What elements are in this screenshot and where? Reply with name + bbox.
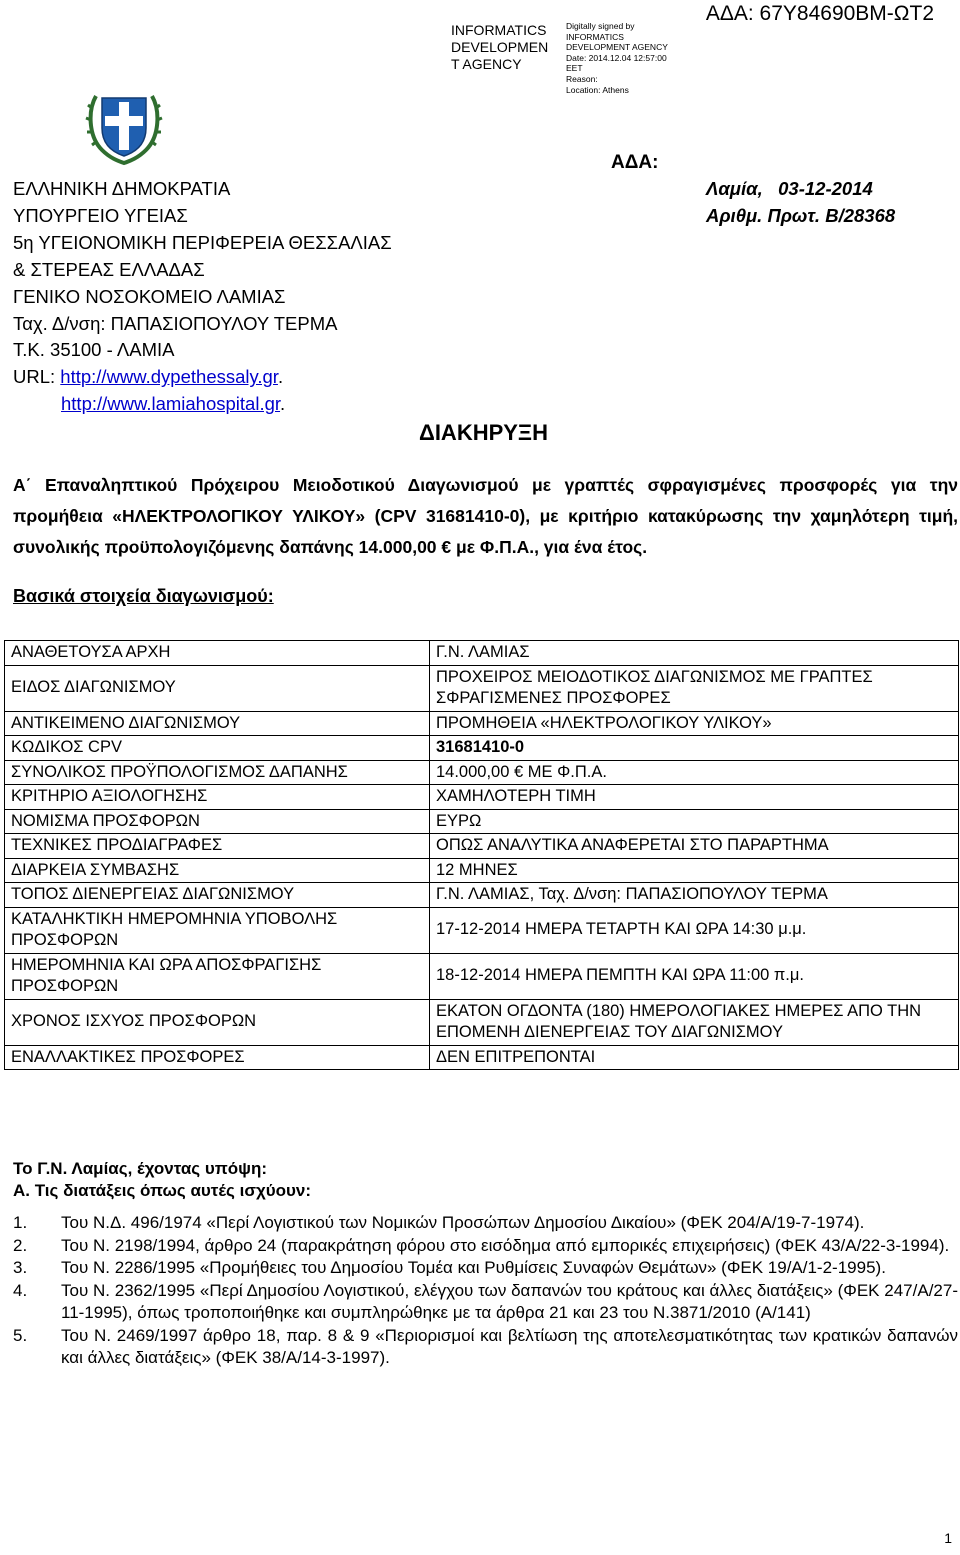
table-value-cell: ΠΡΟΧΕΙΡΟΣ ΜΕΙΟΔΟΤΙΚΟΣ ΔΙΑΓΩΝΙΣΜΟΣ ΜΕ ΓΡΑΠΤΕΣ ΣΦΡΑΓΙΣΜΕΝΕΣ ΠΡΟΣΦΟΡΕΣ (430, 665, 959, 711)
table-key-cell: ΚΡΙΤΗΡΙΟ ΑΞΙΟΛΟΓΗΣΗΣ (5, 785, 430, 810)
url-line-2: http://www.lamiahospital.gr. (61, 393, 286, 415)
ada-code: ΑΔΑ: 67Υ84690ΒΜ-ΩΤ2 (705, 2, 934, 25)
table-row (5, 711, 959, 736)
table-row (5, 736, 959, 761)
region-line: 5η ΥΓΕΙΟΝΟΜΙΚΗ ΠΕΡΙΦΕΡΕΙΑ ΘΕΣΣΑΛΙΑΣ (13, 231, 392, 253)
table-row (5, 834, 959, 859)
list-item-text: Του Ν. 2362/1995 «Περί Δημοσίου Λογιστικού, ελέγχου των δαπανών του κράτους και άλλες διατάξεις» (ΦΕΚ 247/Α/27-11-1995), όπως τροποποιήθηκε και συμπληρώθηκε με τα άρθρα 21 και 23 του Ν.3871/2010 (Α/141) (61, 1280, 958, 1322)
tender-info-table (4, 640, 959, 1070)
table-key-cell: ΕΝΑΛΛΑΚΤΙΚΕΣ ΠΡΟΣΦΟΡΕΣ (5, 1045, 430, 1070)
table-value-cell: ΧΑΜΗΛΟΤΕΡΗ ΤΙΜΗ (430, 785, 959, 810)
table-key-cell: ΕΙΔΟΣ ΔΙΑΓΩΝΙΣΜΟΥ (5, 665, 430, 711)
table-key-cell: ΝΟΜΙΣΜΑ ΠΡΟΣΦΟΡΩΝ (5, 809, 430, 834)
table-key-cell: ΣΥΝΟΛΙΚΟΣ ΠΡΟΫΠΟΛΟΓΙΣΜΟΣ ΔΑΠΑΝΗΣ (5, 760, 430, 785)
table-key-cell: ΚΑΤΑΛΗΚΤΙΚΗ ΗΜΕΡΟΜΗΝΙΑ ΥΠΟΒΟΛΗΣ ΠΡΟΣΦΟΡΩΝ (5, 907, 430, 953)
greek-emblem-icon (82, 88, 166, 166)
table-value-cell: ΕΚΑΤΟΝ ΟΓΔΟΝΤΑ (180) ΗΜΕΡΟΛΟΓΙΑΚΕΣ ΗΜΕΡΕΣ ΑΠΟ ΤΗΝ ΕΠΟΜΕΝΗ ΔΙΕΝΕΡΓΕΙΑΣ ΤΟΥ ΔΙΑΓΩΝΙΣΜΟΥ (430, 999, 959, 1045)
list-item (13, 1325, 958, 1370)
list-item-number: 1. (13, 1213, 28, 1232)
table-row (5, 1045, 959, 1070)
table-key-cell: ΧΡΟΝΟΣ ΙΣΧΥΟΣ ΠΡΟΣΦΟΡΩΝ (5, 999, 430, 1045)
basics-heading: Βασικά στοιχεία διαγωνισμού: (13, 586, 274, 606)
table-row (5, 883, 959, 908)
list-item-number: 5. (13, 1325, 28, 1345)
table-key-cell: ΔΙΑΡΚΕΙΑ ΣΥΜΒΑΣΗΣ (5, 858, 430, 883)
intro-paragraph: Α΄ Επαναληπτικού Πρόχειρου Μειοδοτικού Διαγωνισμού με γραπτές σφραγισμένες προσφορές για την προμήθεια «ΗΛΕΚΤΡΟΛΟΓΙΚΟΥ ΥΛΙΚΟΥ» (CPV 31681410-0), με κριτήριο κατακύρωσης την χαμηλότερη τιμή, συνολικής προϋπολογιζόμενης δαπάνης 14.000,00 € με Φ.Π.Α., για ένα έτος. (13, 475, 958, 557)
hospital-line: ΓΕΝΙΚΟ ΝΟΣΟΚΟΜΕΙΟ ΛΑΜΙΑΣ (13, 285, 286, 307)
table-row (5, 641, 959, 666)
list-item-number: 2. (13, 1235, 28, 1255)
list-item-number: 4. (13, 1280, 28, 1300)
list-item-text: Του Ν. 2198/1994, άρθρο 24 (παρακράτηση φόρου στο εισόδημα από εμπορικές επιχειρήσεις) (ΦΕΚ 43/Α/22-3-1994). (61, 1235, 950, 1255)
table-key-cell: ΤΟΠΟΣ ΔΙΕΝΕΡΓΕΙΑΣ ΔΙΑΓΩΝΙΣΜΟΥ (5, 883, 430, 908)
list-item-number: 3. (13, 1258, 28, 1277)
provisions-heading: Α. Τις διατάξεις όπως αυτές ισχύουν: (13, 1181, 312, 1200)
table-row (5, 785, 959, 810)
url-line: URL: http://www.dypethessaly.gr. (13, 366, 284, 388)
url-link-dypethessaly[interactable]: http://www.dypethessaly.gr (60, 366, 278, 388)
table-key-cell: ΑΝΤΙΚΕΙΜΕΝΟ ΔΙΑΓΩΝΙΣΜΟΥ (5, 711, 430, 736)
table-value-cell: 18-12-2014 ΗΜΕΡΑ ΠΕΜΠΤΗ ΚΑΙ ΩΡΑ 11:00 π.μ. (430, 953, 959, 999)
table-key-cell: ΤΕΧΝΙΚΕΣ ΠΡΟΔΙΑΓΡΑΦΕΣ (5, 834, 430, 859)
country-line: ΕΛΛΗΝΙΚΗ ΔΗΜΟΚΡΑΤΙΑ (13, 178, 231, 199)
table-row (5, 999, 959, 1045)
table-value-cell: 17-12-2014 ΗΜΕΡΑ ΤΕΤΑΡΤΗ ΚΑΙ ΩΡΑ 14:30 μ.μ. (430, 907, 959, 953)
considering-line: Το Γ.Ν. Λαμίας, έχοντας υπόψη: (13, 1159, 268, 1178)
ministry-line: ΥΠΟΥΡΓΕΙΟ ΥΓΕΙΑΣ (13, 204, 188, 226)
table-key-cell: ΗΜΕΡΟΜΗΝΙΑ ΚΑΙ ΩΡΑ ΑΠΟΣΦΡΑΓΙΣΗΣ ΠΡΟΣΦΟΡΩΝ (5, 953, 430, 999)
sender-header (13, 176, 392, 418)
postcode-line: Τ.Κ. 35100 - ΛΑΜΙΑ (13, 339, 175, 361)
table-row (5, 760, 959, 785)
list-item-text: Του Ν. 2286/1995 «Προμήθειες του Δημοσίου Τομέα και Ρυθμίσεις Συναφών Θεμάτων» (ΦΕΚ 19/Α/1-2-1995). (61, 1258, 886, 1277)
address-line: Ταχ. Δ/νση: ΠΑΠΑΣΙΟΠΟΥΛΟΥ ΤΕΡΜΑ (13, 312, 338, 334)
list-item (13, 1235, 958, 1258)
table-value-cell: ΟΠΩΣ ΑΝΑΛΥΤΙΚΑ ΑΝΑΦΕΡΕΤΑΙ ΣΤΟ ΠΑΡΑΡΤΗΜΑ (430, 834, 959, 859)
table-value-cell: ΠΡΟΜΗΘΕΙΑ «ΗΛΕΚΤΡΟΛΟΓΙΚΟΥ ΥΛΙΚΟΥ» (430, 711, 959, 736)
table-value-cell: 31681410-0 (430, 736, 959, 761)
list-item-text: Του Ν.Δ. 496/1974 «Περί Λογιστικού των Νομικών Προσώπων Δημοσίου Δικαίου» (ΦΕΚ 204/Α/19-7-1974). (61, 1213, 865, 1232)
region-line-2: & ΣΤΕΡΕΑΣ ΕΛΛΑΔΑΣ (13, 258, 205, 280)
table-value-cell: Γ.Ν. ΛΑΜΙΑΣ, Ταχ. Δ/νση: ΠΑΠΑΣΙΟΠΟΥΛΟΥ ΤΕΡΜΑ (430, 883, 959, 908)
ada-label: ΑΔΑ: (611, 152, 659, 173)
list-item (13, 1212, 958, 1235)
table-row (5, 953, 959, 999)
table-row (5, 665, 959, 711)
table-row (5, 809, 959, 834)
table-value-cell: 14.000,00 € ΜΕ Φ.Π.Α. (430, 760, 959, 785)
protocol-number: Αριθμ. Πρωτ. Β/28368 (706, 204, 896, 226)
date-protocol-block (706, 176, 895, 230)
table-row (5, 858, 959, 883)
laws-list (13, 1212, 958, 1370)
signature-details: Digitally signed by INFORMATICS DEVELOPMENT AGENCY Date: 2014.12.04 12:57:00 EET Reason: Location: Athens (566, 21, 668, 95)
signature-organization: INFORMATICS DEVELOPMEN T AGENCY (451, 22, 549, 72)
url-link-lamiahospital[interactable]: http://www.lamiahospital.gr (61, 393, 281, 415)
table-value-cell: 12 ΜΗΝΕΣ (430, 858, 959, 883)
table-value-cell: Γ.Ν. ΛΑΜΙΑΣ (430, 641, 959, 666)
table-key-cell: ΚΩΔΙΚΟΣ CPV (5, 736, 430, 761)
document-title: ΔΙΑΚΗΡΥΞΗ (419, 420, 548, 445)
table-value-cell: ΕΥΡΩ (430, 809, 959, 834)
considering-block (13, 1158, 311, 1202)
table-value-cell: ΔΕΝ ΕΠΙΤΡΕΠΟΝΤΑΙ (430, 1045, 959, 1070)
document-date: Λαμία, 03-12-2014 (706, 178, 873, 199)
list-item (13, 1280, 958, 1325)
table-row (5, 907, 959, 953)
table-key-cell: ΑΝΑΘΕΤΟΥΣΑ ΑΡΧΗ (5, 641, 430, 666)
page-number: 1 (944, 1530, 952, 1546)
list-item-text: Του Ν. 2469/1997 άρθρο 18, παρ. 8 & 9 «Περιορισμοί και βελτίωση της αποτελεσματικότητας των κρατικών δαπανών και άλλες διατάξεις» (ΦΕΚ 38/Α/14-3-1997). (61, 1325, 958, 1367)
list-item (13, 1257, 958, 1280)
